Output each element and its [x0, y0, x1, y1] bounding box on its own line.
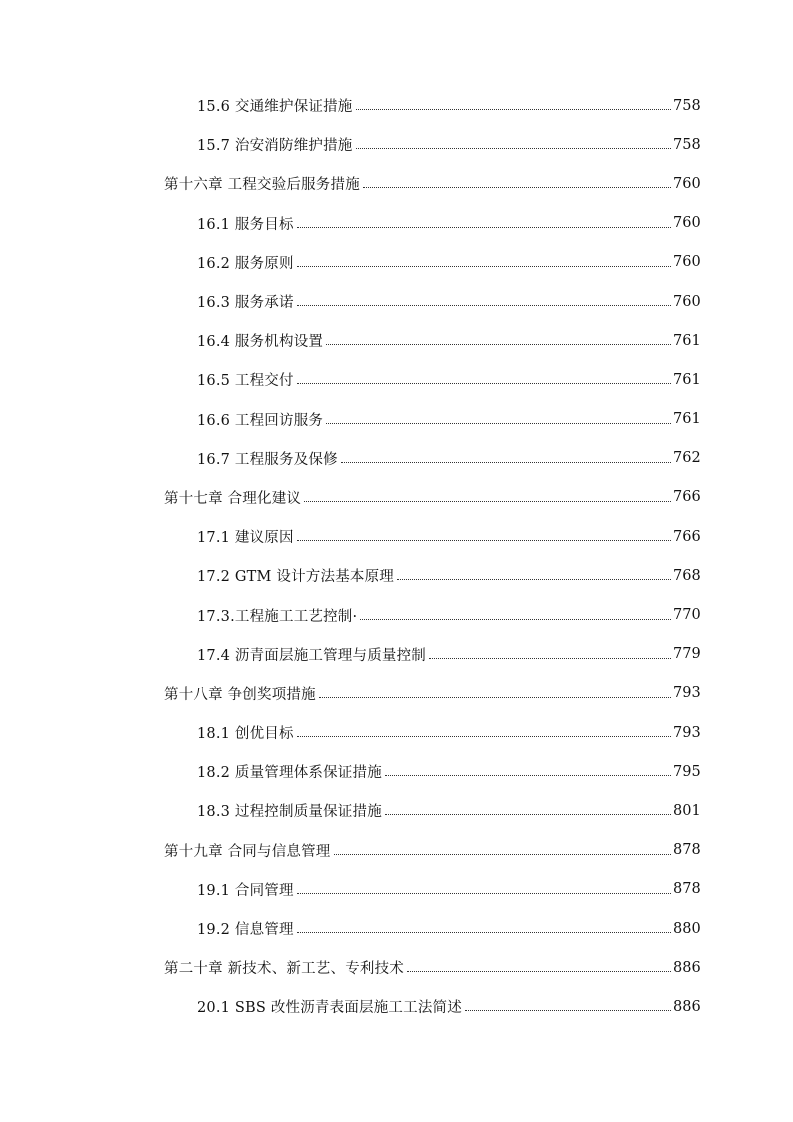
toc-entry-label: 15.6 交通维护保证措施: [197, 99, 353, 116]
toc-entry-page: 886: [673, 959, 701, 976]
dot-leader: [297, 291, 671, 306]
dot-leader: [407, 957, 671, 972]
toc-entry-page: 761: [673, 332, 701, 349]
toc-entry-label: 16.1 服务目标: [197, 216, 294, 233]
toc-entry-16-4[interactable]: [0, 321, 793, 360]
toc-entry-page: 766: [673, 489, 701, 506]
toc-entry-15-7[interactable]: [0, 125, 793, 164]
toc-entry-label: 16.2 服务原则: [197, 255, 294, 272]
dot-leader: [465, 996, 671, 1011]
toc-entry-page: 766: [673, 528, 701, 545]
toc-entry-17-3[interactable]: [0, 595, 793, 634]
toc-entry-label: 16.5 工程交付: [197, 373, 294, 390]
toc-entry-page: 886: [673, 998, 701, 1015]
dot-leader: [385, 761, 671, 776]
toc-entry-label: 17.1 建议原因: [197, 530, 294, 547]
dot-leader: [326, 409, 671, 424]
toc-entry-label: 18.2 质量管理体系保证措施: [197, 765, 382, 782]
toc-chapter-19[interactable]: [0, 831, 793, 870]
toc-entry-page: 880: [673, 920, 701, 937]
toc-entry-page: 758: [673, 97, 701, 114]
toc-entry-16-6[interactable]: [0, 400, 793, 439]
toc-entry-17-2[interactable]: [0, 556, 793, 595]
toc-entry-page: 793: [673, 685, 701, 702]
toc-entry-page: 761: [673, 411, 701, 428]
toc-entry-18-3[interactable]: [0, 791, 793, 830]
dot-leader: [363, 173, 671, 188]
toc-entry-label: 18.1 创优目标: [197, 726, 294, 743]
toc-entry-20-1[interactable]: [0, 987, 793, 1026]
dot-leader: [334, 840, 671, 855]
dot-leader: [360, 605, 671, 620]
toc-entry-page: 801: [673, 802, 701, 819]
toc-entry-label: 17.4 沥青面层施工管理与质量控制: [197, 647, 426, 664]
toc-chapter-16[interactable]: [0, 164, 793, 203]
toc-entry-page: 878: [673, 881, 701, 898]
dot-leader: [297, 526, 671, 541]
toc-entry-label: 16.6 工程回访服务: [197, 412, 324, 429]
toc-entry-page: 793: [673, 724, 701, 741]
toc-chapter-label: 第十七章 合理化建议: [164, 490, 302, 507]
toc-entry-label: 17.3.工程施工工艺控制·: [197, 608, 358, 625]
toc-entry-17-4[interactable]: [0, 635, 793, 674]
dot-leader: [304, 487, 671, 502]
toc-entry-page: 760: [673, 254, 701, 271]
toc-entry-label: 17.2 GTM 设计方法基本原理: [197, 569, 395, 586]
toc-entry-page: 760: [673, 175, 701, 192]
toc-chapter-18[interactable]: [0, 674, 793, 713]
dot-leader: [429, 644, 671, 659]
toc-entry-label: 16.7 工程服务及保修: [197, 451, 338, 468]
toc-entry-label: 15.7 治安消防维护措施: [197, 138, 353, 155]
toc-entry-label: 19.1 合同管理: [197, 882, 294, 899]
toc-entry-label: 20.1 SBS 改性沥青表面层施工工法简述: [197, 1000, 462, 1017]
toc-entry-17-1[interactable]: [0, 517, 793, 556]
toc-entry-19-1[interactable]: [0, 870, 793, 909]
dot-leader: [297, 722, 671, 737]
dot-leader: [297, 252, 671, 267]
table-of-contents: [0, 86, 793, 1027]
toc-entry-page: 795: [673, 763, 701, 780]
toc-entry-16-3[interactable]: [0, 282, 793, 321]
toc-entry-16-1[interactable]: [0, 204, 793, 243]
toc-entry-page: 762: [673, 450, 701, 467]
toc-entry-label: 16.4 服务机构设置: [197, 334, 324, 351]
toc-chapter-label: 第十八章 争创奖项措施: [164, 686, 316, 703]
dot-leader: [297, 213, 671, 228]
dot-leader: [341, 448, 671, 463]
toc-chapter-label: 第十六章 工程交验后服务措施: [164, 177, 360, 194]
toc-entry-18-2[interactable]: [0, 752, 793, 791]
toc-entry-page: 761: [673, 371, 701, 388]
dot-leader: [385, 800, 671, 815]
toc-chapter-20[interactable]: [0, 948, 793, 987]
toc-chapter-label: 第十九章 合同与信息管理: [164, 843, 331, 860]
toc-entry-label: 18.3 过程控制质量保证措施: [197, 804, 382, 821]
dot-leader: [297, 879, 671, 894]
dot-leader: [397, 565, 671, 580]
dot-leader: [297, 369, 671, 384]
toc-entry-page: 768: [673, 567, 701, 584]
toc-chapter-17[interactable]: [0, 478, 793, 517]
dot-leader: [356, 95, 672, 110]
toc-entry-18-1[interactable]: [0, 713, 793, 752]
toc-entry-page: 760: [673, 293, 701, 310]
toc-entry-15-6[interactable]: [0, 86, 793, 125]
dot-leader: [326, 330, 671, 345]
dot-leader: [297, 918, 671, 933]
dot-leader: [319, 683, 671, 698]
toc-entry-page: 770: [673, 607, 701, 624]
toc-entry-label: 16.3 服务承诺: [197, 295, 294, 312]
toc-entry-16-5[interactable]: [0, 360, 793, 399]
toc-entry-page: 779: [673, 646, 701, 663]
toc-entry-page: 878: [673, 842, 701, 859]
toc-entry-page: 760: [673, 215, 701, 232]
toc-entry-19-2[interactable]: [0, 909, 793, 948]
dot-leader: [356, 134, 672, 149]
toc-entry-16-2[interactable]: [0, 243, 793, 282]
toc-entry-label: 19.2 信息管理: [197, 922, 294, 939]
toc-chapter-label: 第二十章 新技术、新工艺、专利技术: [164, 961, 405, 978]
toc-entry-16-7[interactable]: [0, 439, 793, 478]
toc-entry-page: 758: [673, 136, 701, 153]
